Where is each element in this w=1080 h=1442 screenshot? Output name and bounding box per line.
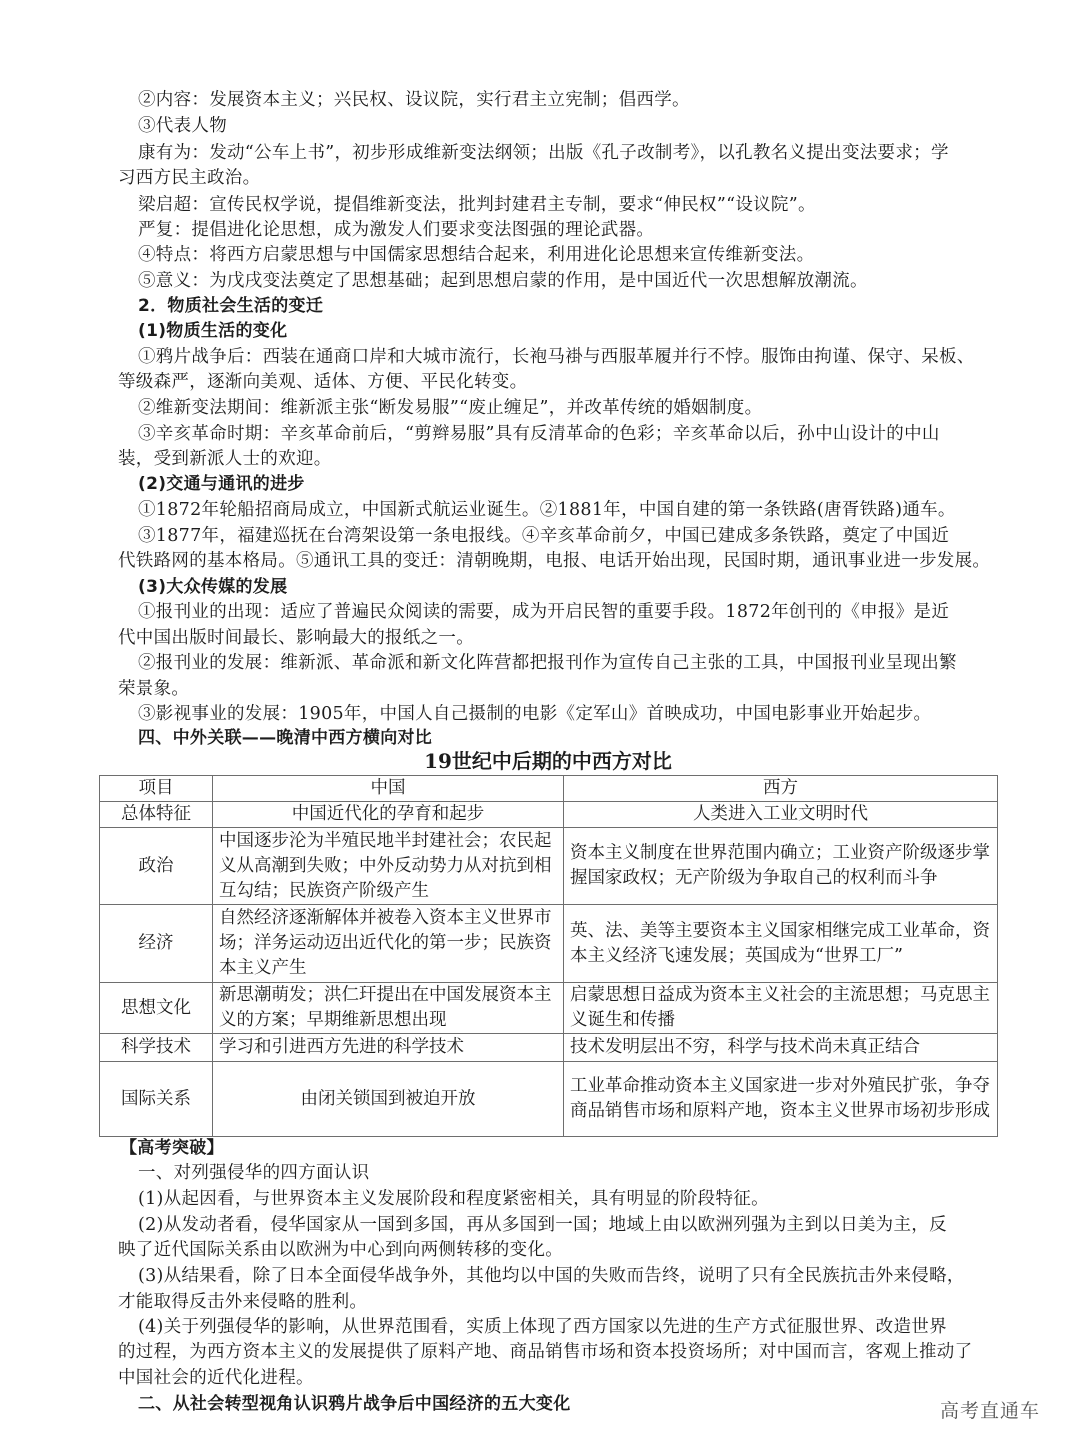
table-row [100,1034,998,1062]
text-line: ②维新变法期间：维新派主张“断发易服”“废止缠足”，并改革传统的婚姻制度。 [138,398,763,418]
text-line: ①鸦片战争后：西装在通商口岸和大城市流行，长袍马褂与西服革履并行不悖。服饰由拘谨、保守、呆板、 [138,347,975,367]
text-line: (3)从结果看，除了日本全面侵华战争外，其他均以中国的失败而告终，说明了只有全民族抗击外来侵略， [138,1266,965,1286]
row-west: 人类进入工业文明时代 [564,802,998,828]
table-row [100,983,998,1034]
text-line: ⑤意义：为戊戌变法奠定了思想基础；起到思想启蒙的作用，是中国近代一次思想解放潮流。 [138,271,868,291]
row-west: 英、法、美等主要资本主义国家相继完成工业革命，资本主义经济飞速发展；英国成为“世界工厂” [564,905,998,983]
comparison-table [99,775,998,1137]
header-china: 中国 [213,776,564,802]
row-item: 思想文化 [100,983,213,1034]
row-china: 自然经济逐渐解体并被卷入资本主义世界市场；洋务运动迈出近代化的第一步；民族资本主义产生 [213,905,564,983]
row-item: 政治 [100,828,213,905]
text-line: 习西方民主政治。 [118,168,261,188]
text-line: 的过程，为西方资本主义的发展提供了原料产地、商品销售市场和资本投资场所；对中国而言，客观上推动了 [118,1342,973,1362]
text-line: ③辛亥革命时期：辛亥革命前后，“剪辫易服”具有反清革命的色彩；辛亥革命以后，孙中山设计的中山 [138,424,940,444]
header-west: 西方 [564,776,998,802]
text-line: 等级森严，逐渐向美观、适体、方便、平民化转变。 [118,372,528,392]
text-line: 映了近代国际关系由以欧洲为中心到向两侧转移的变化。 [118,1240,563,1260]
row-china: 新思潮萌发；洪仁玕提出在中国发展资本主义的方案；早期维新思想出现 [213,983,564,1034]
row-item: 总体特征 [100,802,213,828]
text-line: (1)从起因看，与世界资本主义发展阶段和程度紧密相关，具有明显的阶段特征。 [138,1189,769,1209]
section-heading: 二、从社会转型视角认识鸦片战争后中国经济的五大变化 [138,1394,571,1414]
text-line: ③影视事业的发展：1905年，中国人自己摄制的电影《定军山》首映成功，中国电影事业开始起步。 [138,704,932,724]
subsection-heading: (3)大众传媒的发展 [138,577,288,597]
text-line: 装，受到新派人士的欢迎。 [118,449,332,469]
text-line: ②报刊业的发展：维新派、革命派和新文化阵营都把报刊作为宣传自己主张的工具，中国报刊业呈现出繁 [138,653,957,673]
text-line: 康有为：发动“公车上书”，初步形成维新变法纲领；出版《孔子改制考》，以孔教名义提出变法要求；学 [138,143,949,163]
section-heading: 一、对列强侵华的四方面认识 [138,1163,370,1183]
text-line: 代铁路网的基本格局。⑤通讯工具的变迁：清朝晚期，电报、电话开始出现，民国时期，通讯事业进一步发展。 [118,551,991,571]
row-item: 经济 [100,905,213,983]
text-line: 才能取得反击外来侵略的胜利。 [118,1292,368,1312]
section-label: 【高考突破】 [120,1138,224,1158]
row-china: 由闭关锁国到被迫开放 [213,1062,564,1137]
row-west: 工业革命推动资本主义国家进一步对外殖民扩张，争夺商品销售市场和原料产地，资本主义世界市场初步形成 [564,1062,998,1137]
row-china: 学习和引进西方先进的科学技术 [213,1034,564,1062]
table-row [100,828,998,905]
text-line: ④特点：将西方启蒙思想与中国儒家思想结合起来，利用进化论思想来宣传维新变法。 [138,245,815,265]
watermark: 高考直通车 [940,1400,1041,1422]
text-line: ②内容：发展资本主义；兴民权、设议院，实行君主立宪制；倡西学。 [138,90,690,110]
text-line: 梁启超：宣传民权学说，提倡维新变法，批判封建君主专制，要求“伸民权”“设议院”。 [138,195,816,215]
table-row [100,905,998,983]
text-line: ③1877年，福建巡抚在台湾架设第一条电报线。④辛亥革命前夕，中国已建成多条铁路，奠定了中国近 [138,526,950,546]
row-china: 中国近代化的孕育和起步 [213,802,564,828]
table-title: 19世纪中后期的中西方对比 [424,749,672,773]
table-row [100,802,998,828]
text-line: (2)从发动者看，侵华国家从一国到多国，再从多国到一国；地域上由以欧洲列强为主到以日美为主，反 [138,1215,947,1235]
text-line: 代中国出版时间最长、影响最大的报纸之一。 [118,628,474,648]
text-line: 荣景象。 [118,679,190,699]
subsection-heading: (2)交通与通讯的进步 [138,474,305,494]
table-row [100,1062,998,1137]
text-line: ①报刊业的出现：适应了普遍民众阅读的需要，成为开启民智的重要手段。1872年创刊的《申报》是近 [138,602,950,622]
section-heading: 四、中外关联——晚清中西方横向对比 [138,728,433,748]
row-west: 启蒙思想日益成为资本主义社会的主流思想；马克思主义诞生和传播 [564,983,998,1034]
text-line: (4)关于列强侵华的影响，从世界范围看，实质上体现了西方国家以先进的生产方式征服世界、改造世界 [138,1317,947,1337]
text-line: ①1872年轮船招商局成立，中国新式航运业诞生。②1881年，中国自建的第一条铁路(唐胥铁路)通车。 [138,500,956,520]
text-line: ③代表人物 [138,116,227,136]
row-west: 技术发明层出不穷，科学与技术尚未真正结合 [564,1034,998,1062]
text-line: 严复：提倡进化论思想，成为激发人们要求变法图强的理论武器。 [138,220,655,240]
row-west: 资本主义制度在世界范围内确立；工业资产阶级逐步掌握国家政权；无产阶级为争取自己的权利而斗争 [564,828,998,905]
subsection-heading: (1)物质生活的变化 [138,321,288,341]
header-item: 项目 [100,776,213,802]
row-china: 中国逐步沦为半殖民地半封建社会；农民起义从高潮到失败；中外反动势力从对抗到相互勾结；民族资产阶级产生 [213,828,564,905]
table-header-row [100,776,998,802]
text-line: 中国社会的近代化进程。 [118,1368,314,1388]
row-item: 科学技术 [100,1034,213,1062]
section-heading: 2．物质社会生活的变迁 [138,296,324,316]
row-item: 国际关系 [100,1062,213,1137]
